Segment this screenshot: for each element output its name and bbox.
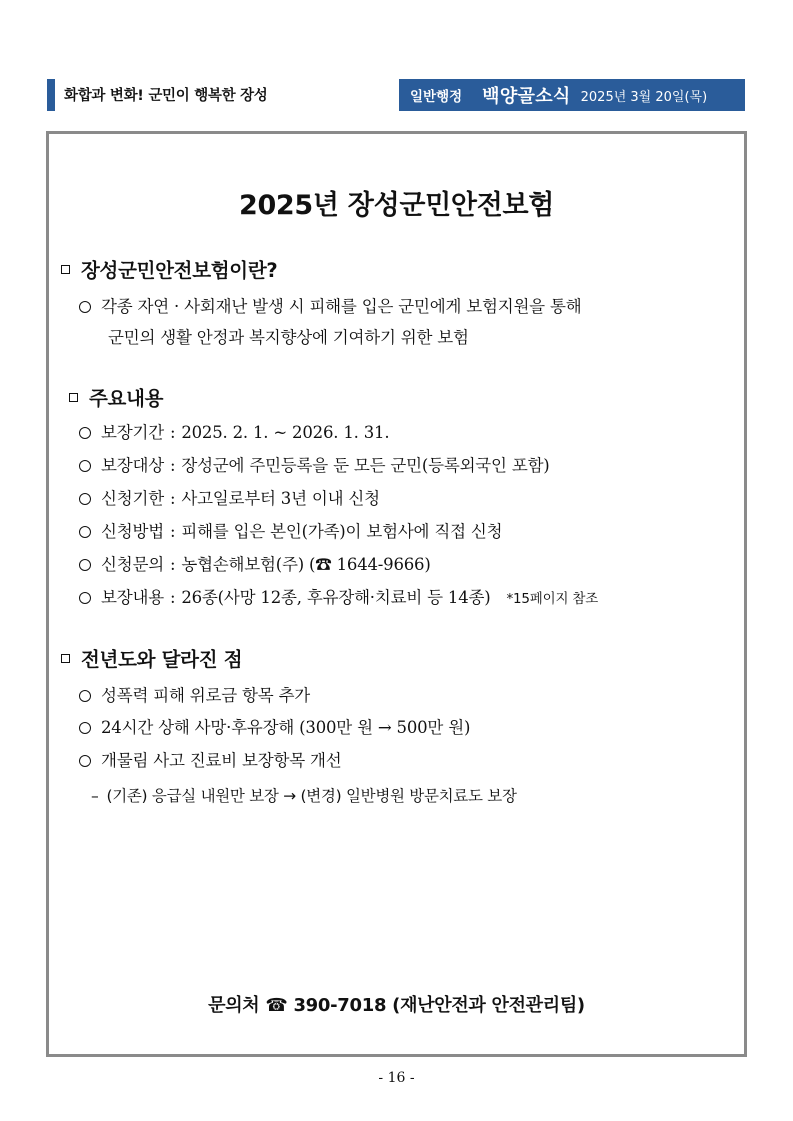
main-item-label: 신청기한 xyxy=(101,489,164,508)
section-intro-heading xyxy=(61,255,277,283)
main-item-value: 사고일로부터 3년 이내 신청 xyxy=(181,489,380,508)
main-item-label: 신청방법 xyxy=(101,522,164,541)
circle-bullet-icon xyxy=(79,526,91,538)
square-bullet-icon xyxy=(61,265,70,274)
main-item-value: 피해를 입은 본인(가족)이 보험사에 직접 신청 xyxy=(181,522,503,541)
change-item xyxy=(79,714,470,738)
circle-bullet-icon xyxy=(79,427,91,439)
intro-line-2 xyxy=(108,324,469,348)
main-item: 신청문의 : 농협손해보험(주) (☎ 1644-9666) xyxy=(79,551,431,575)
circle-bullet-icon xyxy=(79,592,91,604)
header-banner xyxy=(399,79,745,111)
page-title: 2025년 장성군민안전보험 xyxy=(238,190,555,221)
main-item-note: *15페이지 참조 xyxy=(506,591,599,607)
intro-text-1: 각종 자연 · 사회재난 발생 시 피해를 입은 군민에게 보험지원을 통해 xyxy=(101,297,582,316)
dash-bullet-icon: – xyxy=(91,787,99,805)
circle-bullet-icon xyxy=(79,755,91,767)
header-section: 일반행정 xyxy=(410,89,463,105)
circle-bullet-icon xyxy=(79,559,91,571)
circle-bullet-icon xyxy=(79,722,91,734)
square-bullet-icon xyxy=(61,654,70,663)
section-main-title: 주요내용 xyxy=(89,387,164,410)
change-item-text: 24시간 상해 사망·후유장해 (300만 원 → 500만 원) xyxy=(101,718,471,737)
content-frame xyxy=(46,131,747,1057)
main-item: 신청기한 : 사고일로부터 3년 이내 신청 xyxy=(79,485,380,509)
header-accent-bar xyxy=(47,79,55,111)
section-main-heading xyxy=(69,383,163,411)
main-item-value: 농협손해보험(주) (☎ 1644-9666) xyxy=(181,555,431,574)
main-item-label: 보장내용 xyxy=(101,588,164,607)
change-item xyxy=(79,682,310,706)
circle-bullet-icon xyxy=(79,301,91,313)
main-item: 신청방법 : 피해를 입은 본인(가족)이 보험사에 직접 신청 xyxy=(79,518,502,542)
main-item: 보장대상 : 장성군에 주민등록을 둔 모든 군민(등록외국인 포함) xyxy=(79,452,550,476)
change-item-text: 성폭력 피해 위로금 항목 추가 xyxy=(101,686,311,705)
contact-line: 문의처 ☎ 390-7018 (재난안전과 안전관리팀) xyxy=(208,995,585,1016)
main-item-label: 보장기간 xyxy=(101,423,164,442)
square-bullet-icon xyxy=(69,393,78,402)
header-date: 2025년 3월 20일(목) xyxy=(580,89,708,105)
circle-bullet-icon xyxy=(79,493,91,505)
section-changes-title: 전년도와 달라진 점 xyxy=(81,648,243,671)
main-item-label: 보장대상 xyxy=(101,456,164,475)
change-item-text: 개물림 사고 진료비 보장항목 개선 xyxy=(101,751,342,770)
main-item-value: 장성군에 주민등록을 둔 모든 군민(등록외국인 포함) xyxy=(181,456,550,475)
main-item: 보장기간 : 2025. 2. 1. ~ 2026. 1. 31. xyxy=(79,419,389,443)
main-item-label: 신청문의 xyxy=(101,555,164,574)
section-changes-heading xyxy=(61,644,242,672)
header-slogan: 화합과 변화! 군민이 행복한 장성 xyxy=(64,88,268,104)
circle-bullet-icon xyxy=(79,690,91,702)
intro-line-1 xyxy=(79,293,581,317)
section-intro-title: 장성군민안전보험이란? xyxy=(81,259,278,282)
intro-text-2: 군민의 생활 안정과 복지향상에 기여하기 위한 보험 xyxy=(108,328,469,347)
header-newsletter-name: 백양골소식 xyxy=(482,86,571,107)
circle-bullet-icon xyxy=(79,460,91,472)
page-number: - 16 - xyxy=(378,1070,415,1086)
change-sub-item-text: (기존) 응급실 내원만 보장 → (변경) 일반병원 방문치료도 보장 xyxy=(106,787,517,805)
change-item xyxy=(79,747,342,771)
main-item-value: 2025. 2. 1. ~ 2026. 1. 31. xyxy=(181,423,390,442)
main-item-value: 26종(사망 12종, 후유장해·치료비 등 14종) xyxy=(181,588,491,607)
change-sub-item xyxy=(91,784,517,806)
main-item: 보장내용 : 26종(사망 12종, 후유장해·치료비 등 14종) *15페이지 참조 xyxy=(79,584,598,608)
